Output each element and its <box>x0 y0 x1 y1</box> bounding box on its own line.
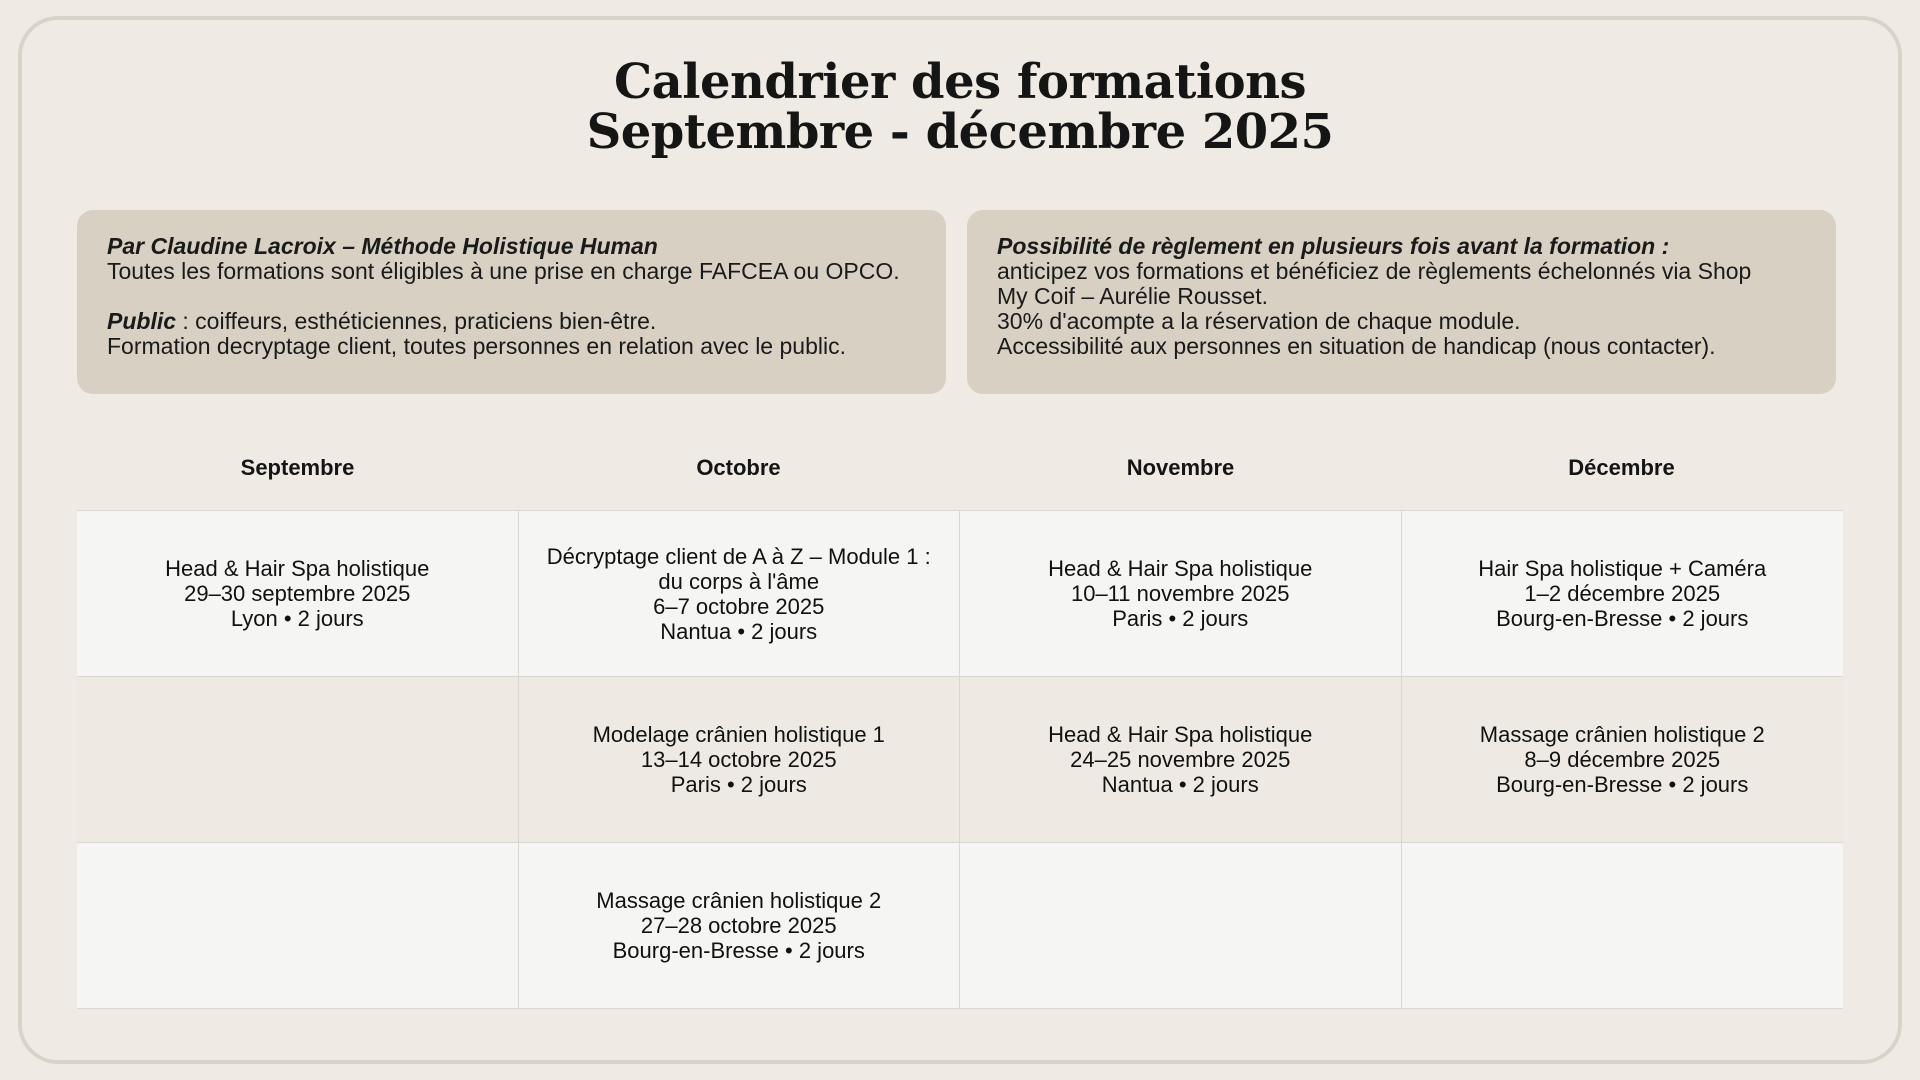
training-line: Bourg-en-Bresse • 2 jours <box>1496 606 1749 631</box>
training-line: 29–30 septembre 2025 <box>184 581 411 606</box>
training-line: Head & Hair Spa holistique <box>1048 722 1313 747</box>
public-text <box>107 309 916 334</box>
training-line: du corps à l'âme <box>658 568 820 594</box>
training-line: Head & Hair Spa holistique <box>1048 556 1313 581</box>
decryptage-text: Formation decryptage client, toutes personnes en relation avec le public. <box>107 333 846 359</box>
payment-line-1: anticipez vos formations et bénéficiez de règlements échelonnés via Shop <box>997 258 1752 284</box>
training-line: Hair Spa holistique + Caméra <box>1478 556 1767 581</box>
payment-line-3: 30% d'acompte a la réservation de chaque module. <box>997 308 1521 334</box>
training-line: Bourg-en-Bresse • 2 jours <box>612 938 865 963</box>
payment-heading: Possibilité de règlement en plusieurs fois avant la formation : <box>997 233 1670 259</box>
trainer-name: Par Claudine Lacroix – Méthode Holistique Human <box>107 233 658 259</box>
training-line: 24–25 novembre 2025 <box>1070 747 1291 772</box>
month-header-october: Octobre <box>696 455 781 480</box>
training-line: Head & Hair Spa holistique <box>165 556 430 581</box>
title-line-1: Calendrier des formations <box>613 54 1307 110</box>
training-line: 1–2 décembre 2025 <box>1524 581 1721 606</box>
training-line: Paris • 2 jours <box>670 772 807 797</box>
training-line: Paris • 2 jours <box>1112 606 1249 631</box>
training-line: Nantua • 2 jours <box>1101 772 1259 797</box>
training-entry <box>1478 556 1766 631</box>
training-line: Massage crânien holistique 2 <box>596 888 882 913</box>
training-line: 10–11 novembre 2025 <box>1070 581 1290 606</box>
schedule-cell-november-2 <box>960 677 1402 843</box>
month-header-november: Novembre <box>1126 455 1235 480</box>
training-line: 13–14 octobre 2025 <box>640 747 837 772</box>
schedule-cell-december-2 <box>1402 677 1844 843</box>
training-line: 8–9 décembre 2025 <box>1524 747 1721 772</box>
training-line: 6–7 octobre 2025 <box>653 593 825 619</box>
training-entry <box>596 888 881 963</box>
schedule-cell-november-1 <box>960 511 1402 677</box>
info-box-payment <box>967 210 1836 394</box>
schedule-cell-september-2 <box>77 677 519 843</box>
training-entry <box>165 556 429 631</box>
month-header-december: Décembre <box>1568 455 1675 480</box>
month-header-september: Septembre <box>240 455 355 480</box>
training-entry <box>547 544 931 644</box>
schedule-cell-september-3 <box>77 843 519 1009</box>
training-entry <box>593 722 885 797</box>
training-entry <box>1048 556 1312 631</box>
training-line: 27–28 octobre 2025 <box>640 913 837 938</box>
schedule-cell-september-1 <box>77 511 519 677</box>
eligibility-text: Toutes les formations sont éligibles à une prise en charge FAFCEA ou OPCO. <box>107 258 900 284</box>
payment-line-2: My Coif – Aurélie Rousset. <box>997 283 1269 309</box>
title-line-2: Septembre - décembre 2025 <box>586 104 1334 160</box>
schedule-table <box>77 510 1843 1009</box>
schedule-cell-december-3 <box>1402 843 1844 1009</box>
training-line: Bourg-en-Bresse • 2 jours <box>1496 772 1749 797</box>
page-title <box>0 54 1920 160</box>
training-entry <box>1048 722 1312 797</box>
accessibility-text: Accessibilité aux personnes en situation de handicap (nous contacter). <box>997 333 1716 359</box>
schedule-cell-october-2 <box>519 677 961 843</box>
public-description: : coiffeurs, esthéticiennes, praticiens bien-être. <box>176 308 657 334</box>
training-line: Modelage crânien holistique 1 <box>592 722 885 747</box>
schedule-cell-october-3 <box>519 843 961 1009</box>
public-label: Public <box>107 308 177 334</box>
training-line: Lyon • 2 jours <box>230 606 364 631</box>
schedule-cell-november-3 <box>960 843 1402 1009</box>
schedule-cell-october-1 <box>519 511 961 677</box>
schedule-cell-december-1 <box>1402 511 1844 677</box>
training-line: Massage crânien holistique 2 <box>1479 722 1765 747</box>
training-entry <box>1480 722 1765 797</box>
training-line: Décryptage client de A à Z – Module 1 : <box>546 543 931 569</box>
training-line: Nantua • 2 jours <box>660 618 818 644</box>
info-box-trainer <box>77 210 946 394</box>
